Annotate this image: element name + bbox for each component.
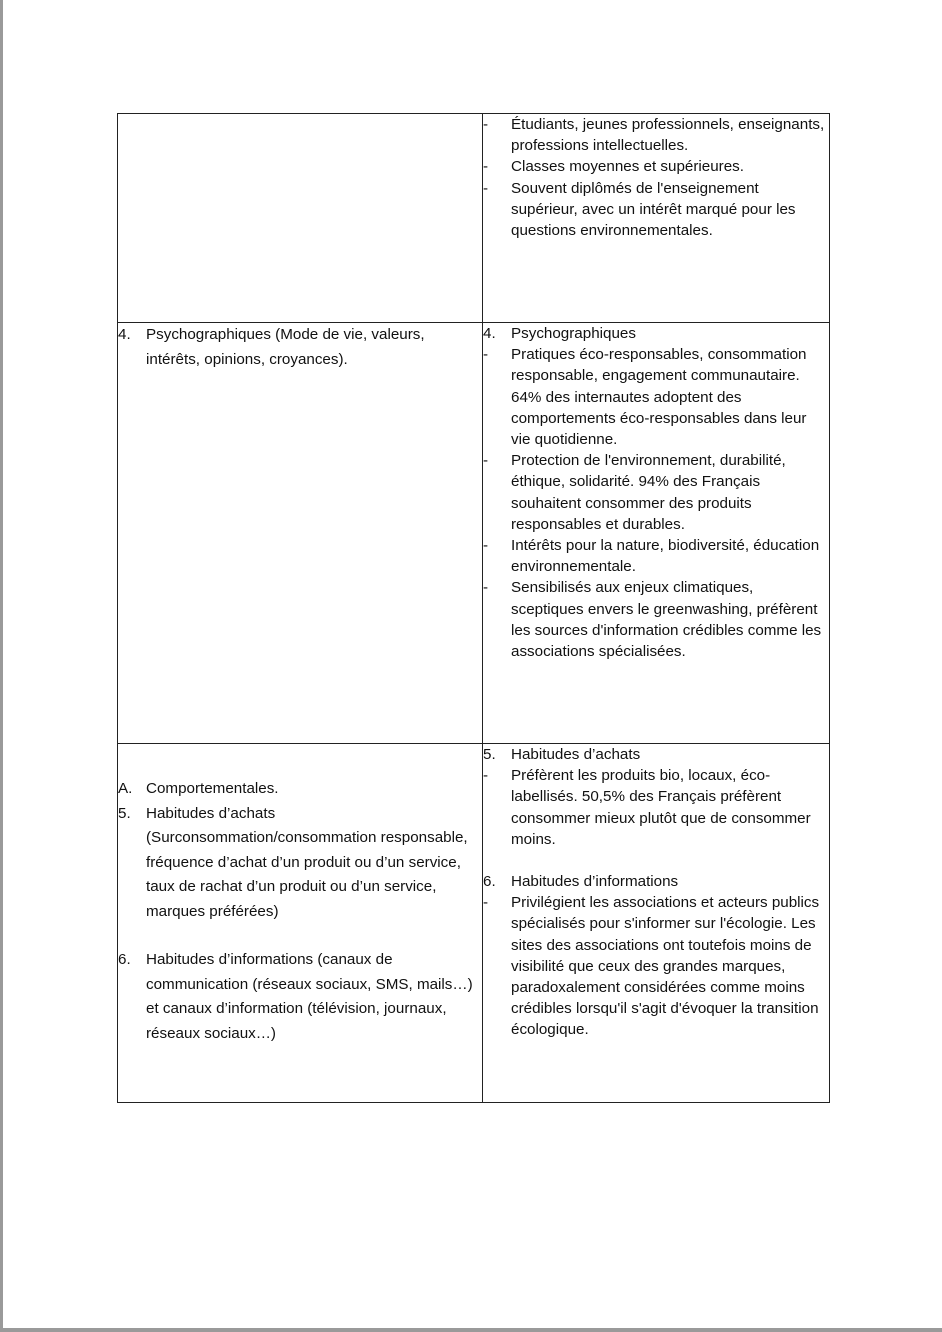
- list-item-text: Préfèrent les produits bio, locaux, éco-labellisés. 50,5% des Français préfèrent consommer mieux plutôt que de consommer moins.: [511, 767, 811, 848]
- list-item-text: Habitudes d’achats: [511, 746, 641, 763]
- table-row: [118, 744, 830, 1103]
- list-marker: -: [483, 116, 489, 133]
- list-marker: A.: [118, 780, 133, 797]
- list-item: [483, 871, 829, 892]
- list-item-text: Souvent diplômés de l'enseignement supérieur, avec un intérêt marqué pour les questions environnementales.: [511, 179, 796, 240]
- list-item: [483, 156, 829, 177]
- list-item: [483, 114, 829, 156]
- list-item: [483, 577, 829, 662]
- list-marker: -: [483, 579, 489, 597]
- list-item: [118, 323, 482, 372]
- list-item-text: Pratiques éco-responsables, consommation responsable, engagement communautaire. 64% des internautes adoptent des comportements éco-responsables dans leur vie quotidienne.: [511, 346, 807, 449]
- list-marker: 5.: [483, 746, 496, 763]
- list-marker: 6.: [118, 951, 131, 968]
- list-item-text: Habitudes d’informations: [511, 873, 679, 891]
- list-item: [118, 777, 482, 802]
- list-item-text: Protection de l'environnement, durabilité, éthique, solidarité. 94% des Français souhaitent consommer des produits responsables et durables.: [511, 452, 786, 533]
- list-item-text: Privilégient les associations et acteurs publics spécialisés pour s'informer sur l'écologie. Les sites des associations ont toutefois moins de visibilité que ceux des grandes marques, paradoxalement considérées comme moins crédibles lorsqu'il s'agit d'évoquer la transition écologique.: [511, 894, 820, 1039]
- table-cell-left: [118, 323, 483, 744]
- list-item-text: Psychographiques (Mode de vie, valeurs, intérêts, opinions, croyances).: [146, 326, 425, 368]
- list-item: [483, 765, 829, 850]
- list-item-text: Classes moyennes et supérieures.: [511, 158, 744, 176]
- list-marker: -: [483, 179, 489, 197]
- list-item: [483, 535, 829, 577]
- spacer: [483, 850, 829, 871]
- document-page: [3, 0, 942, 1328]
- list-item-text: Étudiants, jeunes professionnels, enseignants, professions intellectuelles.: [511, 116, 825, 155]
- table-row: [118, 323, 830, 744]
- table-cell-right: [483, 744, 830, 1103]
- list-item: [118, 948, 482, 1046]
- list-item: [483, 178, 829, 242]
- list-marker: -: [483, 767, 489, 785]
- list-item-text: Habitudes d’informations (canaux de communication (réseaux sociaux, SMS, mails…) et canaux d’information (télévision, journaux, réseaux sociaux…): [146, 951, 473, 1042]
- list-marker: 6.: [483, 873, 496, 891]
- list-marker: 5.: [118, 804, 131, 822]
- list-marker: -: [483, 452, 489, 470]
- list-item-text: Psychographiques: [511, 325, 636, 342]
- list-marker: -: [483, 894, 489, 912]
- list-item: [483, 323, 829, 344]
- list-item: [483, 892, 829, 1040]
- list-item-text: Sensibilisés aux enjeux climatiques, sceptiques envers le greenwashing, préfèrent les sources d'information crédibles comme les associations spécialisées.: [511, 579, 822, 661]
- list-item-text: Habitudes d’achats (Surconsommation/consommation responsable, fréquence d’achat d’un produit ou d’un service, taux de rachat d’un produit ou d’un service, marques préférées): [146, 804, 468, 920]
- table-cell-left: [118, 114, 483, 323]
- list-item-text: Intérêts pour la nature, biodiversité, éducation environnementale.: [511, 537, 820, 576]
- list-item: [483, 744, 829, 765]
- list-item: [483, 344, 829, 450]
- list-marker: -: [483, 537, 489, 555]
- list-marker: -: [483, 346, 489, 364]
- table-cell-right: [483, 114, 830, 323]
- list-marker: 4.: [483, 325, 496, 342]
- list-item-text: Comportementales.: [146, 780, 279, 797]
- segmentation-table: [117, 113, 830, 1103]
- list-item: [118, 802, 482, 925]
- table-cell-right: [483, 323, 830, 744]
- list-marker: -: [483, 158, 489, 176]
- table-row: [118, 114, 830, 323]
- list-item: [483, 450, 829, 535]
- list-marker: 4.: [118, 326, 131, 343]
- table-cell-left: [118, 744, 483, 1103]
- spacer: [118, 924, 482, 948]
